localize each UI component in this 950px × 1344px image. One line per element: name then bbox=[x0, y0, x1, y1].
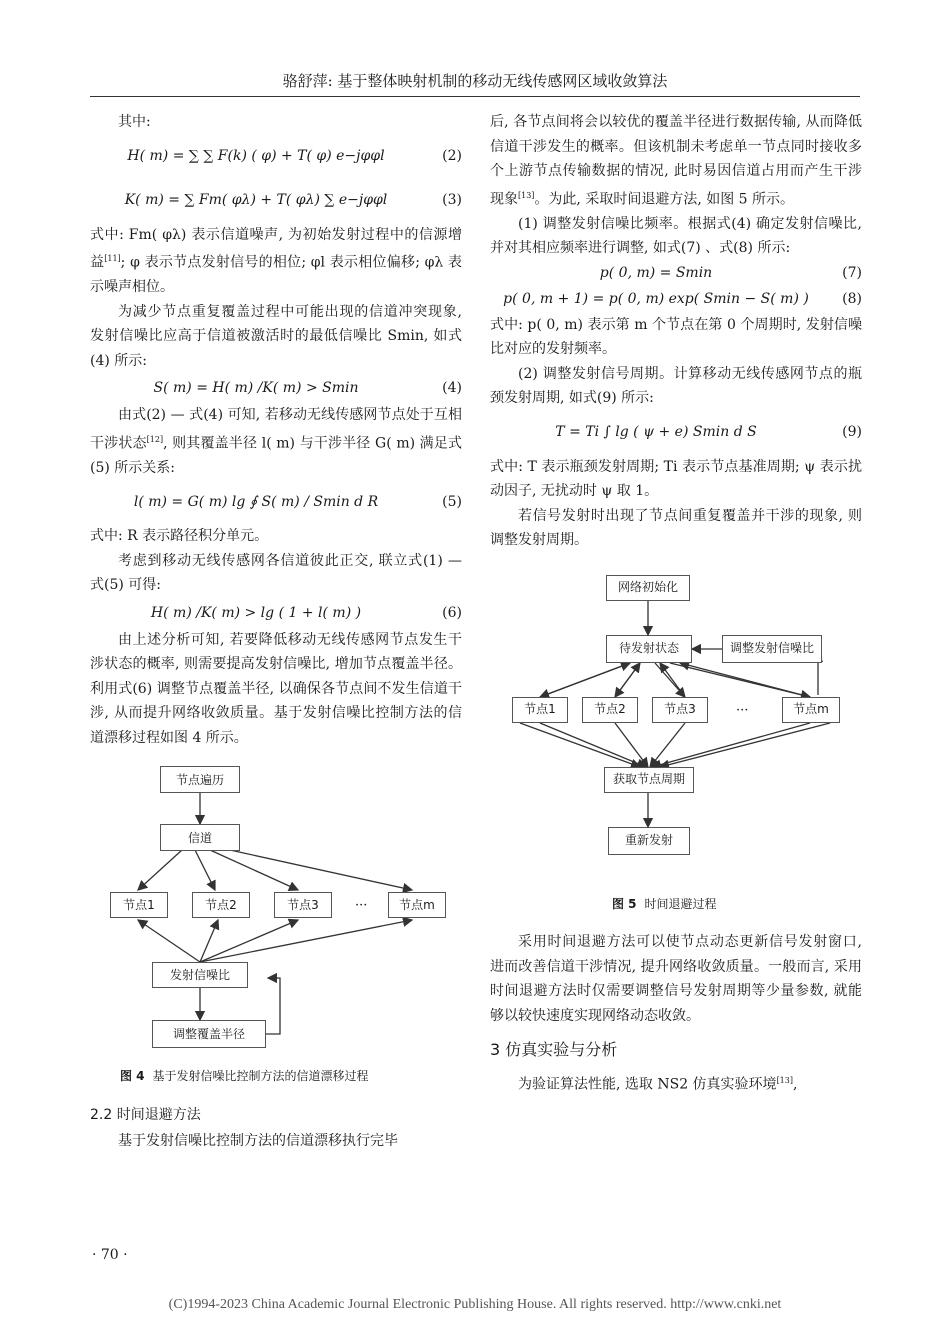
paragraph: 为减少节点重复覆盖过程中可能出现的信道冲突现象, 发射信噪比应高于信道被激活时的最低信噪比 Smin, 如式(4) 所示: bbox=[90, 303, 462, 369]
equation-8: p( 0, m + 1) = p( 0, m) exp( Smin − S( m) ) (8) bbox=[503, 291, 862, 308]
paragraph: 式中: Fm( φλ) 表示信道噪声, 为初始发射过程中的信源增益[11]; φ 表示节点发射信号的相位; φl 表示相位偏移; φλ 表示噪声相位。 bbox=[90, 226, 463, 296]
node-3-box: 节点3 bbox=[274, 892, 332, 918]
node-m-box: 节点m bbox=[782, 697, 840, 723]
paragraph: 采用时间退避方法可以使节点动态更新信号发射窗口, 进而改善信道干涉情况, 提升网络收敛质量。一般而言, 采用时间退避方法时仅需要调整信号发射周期等少量参数, 就能够以较快速度实现网络动态收敛。 bbox=[490, 934, 862, 1024]
node-3-box: 节点3 bbox=[652, 697, 708, 723]
paragraph: (1) 调整发射信噪比频率。根据式(4) 确定发射信噪比, 并对其相应频率进行调整, 如式(7) 、式(8) 所示: bbox=[490, 215, 862, 257]
paragraph: 式中: T 表示瓶颈发射周期; Ti 表示节点基准周期; ψ 表示扰动因子, 无扰动时 ψ 取 1。 bbox=[490, 458, 862, 500]
left-column bbox=[90, 110, 462, 1154]
section-2-2-heading: 2.2 时间退避方法 bbox=[90, 1106, 201, 1123]
paragraph: 若信号发射时出现了节点间重复覆盖并干涉的现象, 则调整发射周期。 bbox=[490, 507, 862, 549]
paragraph: (2) 调整发射信号周期。计算移动无线传感网节点的瓶颈发射周期, 如式(9) 所示: bbox=[490, 365, 862, 407]
wait-state-box: 待发射状态 bbox=[606, 635, 692, 663]
paragraph: 式中: R 表示路径积分单元。 bbox=[90, 528, 269, 545]
node-m-box: 节点m bbox=[388, 892, 446, 918]
figure-4-caption: 图 4 基于发射信噪比控制方法的信道漂移过程 bbox=[120, 1069, 369, 1084]
copyright-footer: (C)1994-2023 China Academic Journal Electronic Publishing House. All rights reserved. http://www.cnki.net bbox=[168, 1297, 782, 1312]
equation-3: K( m) = ∑ Fm( φλ) + T( φλ) ∑ e−jφφl (3) bbox=[124, 192, 462, 209]
equation-9: T = Ti ∫ lg ( ψ + e) Smin d S (9) bbox=[555, 424, 862, 441]
equation-4: S( m) = H( m) /K( m) > Smin (4) bbox=[153, 379, 462, 396]
paragraph: 考虑到移动无线传感网各信道彼此正交, 联立式(1) — 式(5) 可得: bbox=[90, 552, 462, 594]
ellipsis: ··· bbox=[355, 898, 368, 914]
paragraph: 为验证算法性能, 选取 NS2 仿真实验环境[13], bbox=[518, 1075, 798, 1093]
equation-6: H( m) /K( m) > lg ( 1 + l( m) ) (6) bbox=[150, 604, 462, 621]
right-column bbox=[490, 110, 862, 1097]
node-1-box: 节点1 bbox=[512, 697, 568, 723]
paragraph: 由上述分析可知, 若要降低移动无线传感网节点发生干涉状态的概率, 则需要提高发射信噪比, 增加节点覆盖半径。利用式(6) 调整节点覆盖半径, 以确保各节点间不发生信道干涉, 从而提升网络收敛质量。基于发射信噪比控制方法的信道漂移过程如图 4 所示。 bbox=[90, 631, 462, 746]
section-3-heading: 3 仿真实验与分析 bbox=[490, 1040, 618, 1060]
traverse-node-box: 节点遍历 bbox=[160, 766, 240, 793]
figure-4 bbox=[90, 758, 462, 1058]
figure-5-caption: 图 5 时间退避过程 bbox=[612, 896, 717, 911]
network-init-box: 网络初始化 bbox=[606, 575, 690, 601]
intro-text: 其中: bbox=[118, 114, 151, 130]
paragraph: 式中: p( 0, m) 表示第 m 个节点在第 0 个周期时, 发射信噪比对应的发射频率。 bbox=[490, 316, 862, 358]
paragraph: 由式(2) — 式(4) 可知, 若移动无线传感网节点处于互相干涉状态[12], 则其覆盖半径 l( m) 与干涉半径 G( m) 满足式(5) 所示关系: bbox=[90, 407, 462, 476]
page-number: · 70 · bbox=[92, 1247, 128, 1263]
equation-7: p( 0, m) = Smin (7) bbox=[599, 265, 862, 282]
adjust-snr-box: 调整发射信噪比 bbox=[722, 635, 822, 663]
node-1-box: 节点1 bbox=[110, 892, 168, 918]
paragraph: 后, 各节点间将会以较优的覆盖半径进行数据传输, 从而降低信道干涉发生的概率。但该机制未考虑单一节点同时接收多个上游节点传输数据的情况, 此时易因信道占用而产生干涉现象[13]。为此, 采取时间退避方法, 如图 5 所示。 bbox=[490, 114, 862, 208]
equation-5: l( m) = G( m) lg ∮ S( m) / Smin d R (5) bbox=[133, 494, 462, 511]
node-2-box: 节点2 bbox=[582, 697, 638, 723]
header-rule bbox=[90, 96, 860, 97]
ellipsis: ··· bbox=[736, 702, 749, 718]
node-2-box: 节点2 bbox=[192, 892, 250, 918]
snr-box: 发射信噪比 bbox=[152, 962, 248, 988]
equation-2: H( m) = ∑ ∑ F(k) ( φ) + T( φ) e−jφφl (2) bbox=[127, 148, 462, 165]
get-period-box: 获取节点周期 bbox=[604, 767, 694, 793]
resend-box: 重新发射 bbox=[608, 827, 690, 855]
channel-box: 信道 bbox=[160, 824, 240, 851]
running-header: 骆舒萍: 基于整体映射机制的移动无线传感网区域收敛算法 bbox=[282, 72, 668, 90]
figure-5 bbox=[490, 571, 862, 886]
paragraph: 基于发射信噪比控制方法的信道漂移执行完毕 bbox=[118, 1133, 398, 1150]
adjust-radius-box: 调整覆盖半径 bbox=[152, 1020, 266, 1048]
